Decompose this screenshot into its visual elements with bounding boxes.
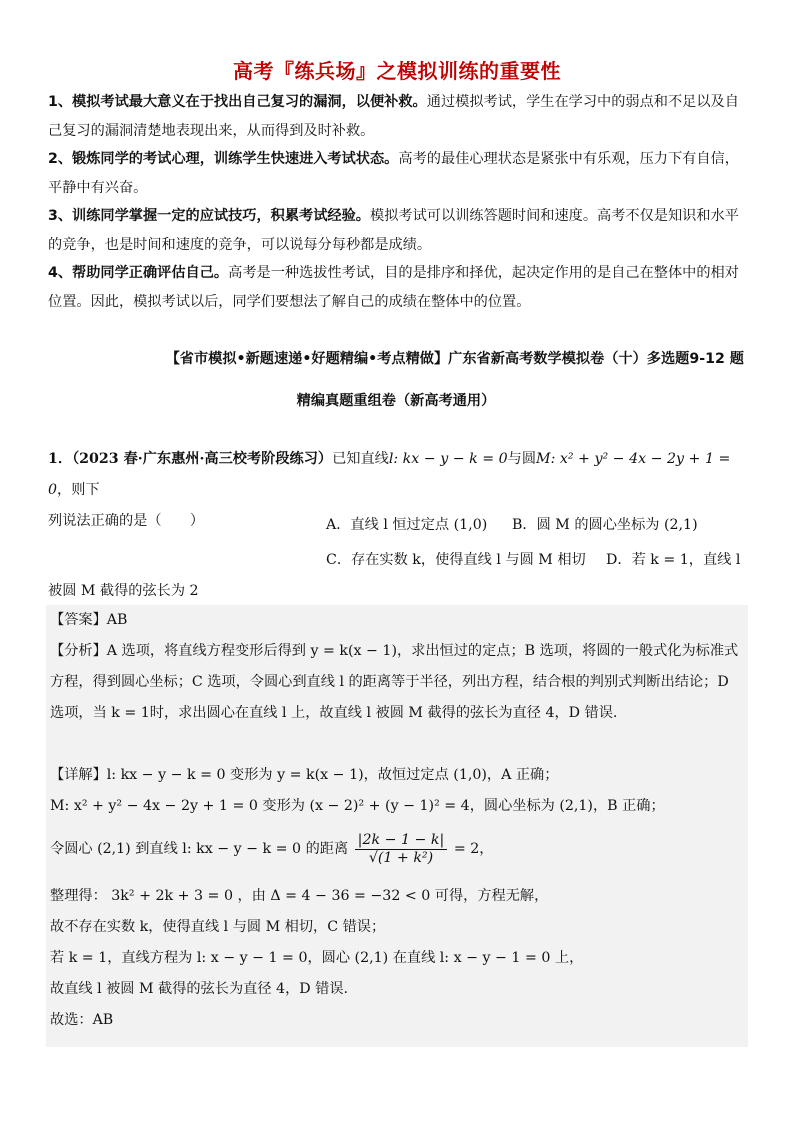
- fraction-numerator: |2k − 1 − k|: [355, 832, 448, 850]
- detail-3-text: 令圆心 (2,1) 到直线 l: kx − y − k = 0 的距离: [50, 841, 349, 857]
- option-d-continued: 被圆 M 截得的弦长为 2: [48, 583, 199, 599]
- option-d: D．若 k = 1，直线 l: [606, 552, 741, 568]
- option-b: B．圆 M 的圆心坐标为 (2,1): [512, 517, 698, 533]
- stem-part-c: ，则下: [57, 482, 100, 498]
- stem-part-a: 已知直线: [332, 451, 389, 467]
- detail-3-result: = 2，: [453, 841, 494, 857]
- detail-line-6: 若 k = 1，直线方程为 l: x − y − 1 = 0，圆心 (2,1) 在直线 l: x − y − 1 = 0 上，: [50, 950, 584, 966]
- intro-4-text: 高考是一种选拔性考试，目的是排序和择优，起决定作用的是自己在整体中的相对位置。因此，模拟考试以后，同学们要想法了解自己的成绩在整体中的位置。: [48, 265, 739, 310]
- intro-paragraph-4: [48, 259, 752, 317]
- intro-1-text: 通过模拟考试，学生在学习中的弱点和不足以及自己复习的漏洞清楚地表现出来，从而得到及时补救。: [48, 94, 739, 139]
- question-number: 1．: [48, 451, 73, 467]
- distance-fraction: [355, 832, 448, 867]
- analysis-text: 【分析】A 选项，将直线方程变形后得到 y = k(x − 1)，求出恒过的定点；B 选项，将圆的一般式化为标准式方程，得到圆心坐标；C 选项，令圆心到直线 l 的距离等于半径，列出方程，结合根的判别式判断出结论；D 选项，当 k = 1时，求出圆心在直线 l 上，故直线 l 被圆 M 截得的弦长为直径 4，D 错误.: [50, 643, 739, 721]
- detail-line-7: 故直线 l 被圆 M 截得的弦长为直径 4，D 错误.: [50, 981, 349, 997]
- option-c: C．存在实数 k，使得直线 l 与圆 M 相切: [326, 552, 586, 568]
- stem-part-d: 列说法正确的是（ ）: [48, 513, 205, 529]
- detail-line-1: 【详解】l: kx − y − k = 0 变形为 y = k(x − 1)，故恒过定点 (1,0)，A 正确；: [50, 767, 559, 783]
- intro-2-text: 高考的最佳心理状态是紧张中有乐观，压力下有自信，平静中有兴奋。: [48, 151, 739, 196]
- intro-paragraph-3: [48, 202, 752, 260]
- intro-4-bold: 4、帮助同学正确评估自己。: [48, 265, 229, 281]
- page-title: 高考『练兵场』之模拟训练的重要性: [233, 59, 561, 83]
- stem-part-b: 与圆: [507, 451, 537, 467]
- intro-2-bold: 2、锻炼同学的考试心理，训练学生快速进入考试状态。: [48, 151, 399, 167]
- exam-heading-line-1: 【省市模拟•新题速递•好题精编•考点精做】广东省新高考数学模拟卷（十）多选题9-12 题: [165, 351, 744, 367]
- question-source: （2023 春·广东惠州·高三校考阶段练习）: [72, 451, 333, 467]
- fraction-denominator: √(1 + k²): [368, 849, 434, 866]
- intro-3-text: 模拟考试可以训练答题时间和速度。高考不仅是知识和水平的竞争，也是时间和速度的竞争，可以说每分每秒都是成绩。: [48, 208, 739, 253]
- detail-line-4: 整理得： 3k² + 2k + 3 = 0 ，由 Δ = 4 − 36 = −32 < 0 可得，方程无解，: [50, 888, 549, 904]
- final-answer: 故选：AB: [50, 1012, 114, 1028]
- option-a: A．直线 l 恒过定点 (1,0): [326, 517, 488, 533]
- answer-block: [46, 605, 748, 1047]
- detail-line-3: [50, 827, 746, 871]
- intro-paragraph-1: [48, 88, 752, 146]
- intro-3-bold: 3、训练同学掌握一定的应试技巧，积累考试经验。: [48, 208, 370, 224]
- answer-line: 【答案】AB: [50, 612, 128, 628]
- intro-1-bold: 1、模拟考试最大意义在于找出自己复习的漏洞，以便补救。: [48, 94, 427, 110]
- line-equation: l: kx − y − k = 0: [388, 451, 508, 467]
- intro-paragraph-2: [48, 145, 752, 203]
- detail-line-2: M: x² + y² − 4x − 2y + 1 = 0 变形为 (x − 2)² + (y − 1)² = 4，圆心坐标为 (2,1)，B 正确；: [50, 798, 665, 814]
- exam-heading-line-2: 精编真题重组卷（新高考通用）: [296, 393, 496, 409]
- circle-equation: M: x² + y² − 4x − 2y + 1 = 0: [48, 451, 731, 498]
- detail-line-5: 故不存在实数 k，使得直线 l 与圆 M 相切，C 错误；: [50, 919, 386, 935]
